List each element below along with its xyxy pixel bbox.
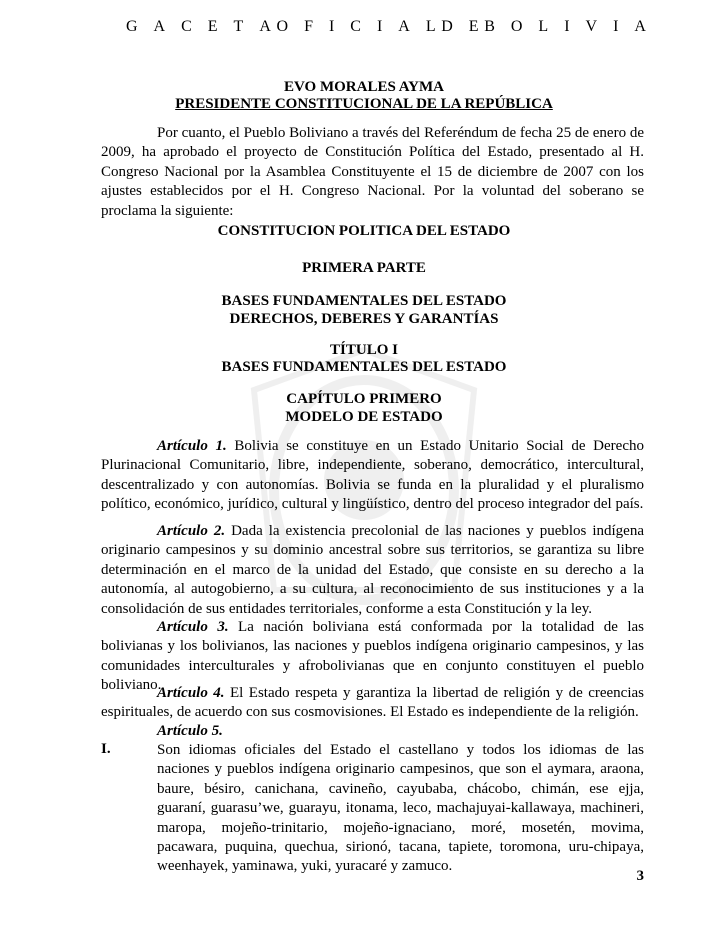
author-role: PRESIDENTE CONSTITUCIONAL DE LA REPÚBLICA bbox=[175, 96, 553, 112]
preamble-paragraph bbox=[101, 124, 644, 221]
header-bolivia: B O L I V I A bbox=[484, 18, 646, 35]
titulo-subheading: BASES FUNDAMENTALES DEL ESTADO bbox=[221, 359, 507, 375]
bases-title: BASES FUNDAMENTALES DEL ESTADO bbox=[221, 293, 507, 309]
constitution-title: CONSTITUCION POLITICA DEL ESTADO bbox=[217, 223, 511, 239]
article-5 bbox=[101, 722, 644, 741]
article-2-text: Dada la existencia precolonial de las naciones y pueblos indígena originario campesinos y su dominio ancestral sobre sus territorios, se garantiza su libre determinación en el marco de la unidad del Estado, que consiste en su derecho a la autonomía, al autogobierno, a su cultura, al reconocimiento de sus instituciones y a la consolidación de sus entidades territoriales, conforme a esta Constitución y la ley. bbox=[101, 523, 644, 617]
article-5-item-text: Son idiomas oficiales del Estado el castellano y todos los idiomas de las naciones y pueblos indígena originario campesinos, que son el aymara, araona, baure, bésiro, canichana, cavineño, cayubaba, chácobo, chimán, ese ejja, guaraní, guarasu’we, guarayu, itonama, leco, machajuyai-kallawaya, machineri, maropa, mojeño-trinitario, mojeño-ignaciano, moré, mosetén, movima, pacawara, puquina, quechua, sirionó, tacana, tapiete, toromona, uru-chipaya, weenhayek, yaminawa, yuki, yuracaré y zamuco. bbox=[157, 742, 644, 875]
rights-title: DERECHOS, DEBERES Y GARANTÍAS bbox=[229, 311, 499, 327]
article-2-label: Artículo 2. bbox=[157, 523, 226, 539]
header-oficial: O F I C I A L bbox=[276, 18, 436, 35]
article-4 bbox=[101, 684, 644, 723]
article-1-label: Artículo 1. bbox=[157, 438, 227, 454]
article-4-text: El Estado respeta y garantiza la libertad de religión y de creencias espirituales, de acuerdo con sus cosmovisiones. El Estado es independiente de la religión. bbox=[101, 685, 644, 721]
article-1 bbox=[101, 437, 644, 515]
gazette-header bbox=[126, 18, 646, 36]
preamble-text: Por cuanto, el Pueblo Boliviano a través del Referéndum de fecha 25 de enero de 2009, ha aprobado el proyecto de Constitución Política del Estado, presentado al H. Congreso Nacional por la Asamblea Constituyente el 15 de diciembre de 2007 con los ajustes establecidos por el H. Congreso Nacional. Por la voluntad del soberano se proclama la siguiente: bbox=[101, 125, 644, 219]
titulo-heading: TÍTULO I bbox=[330, 342, 398, 358]
article-5-label: Artículo 5. bbox=[157, 723, 223, 739]
author-name: EVO MORALES AYMA bbox=[284, 79, 444, 95]
chapter-heading: CAPÍTULO PRIMERO bbox=[286, 391, 442, 407]
header-de: D E bbox=[441, 18, 479, 35]
header-gaceta: G A C E T A bbox=[126, 18, 271, 35]
page-number: 3 bbox=[636, 868, 644, 884]
article-2 bbox=[101, 522, 644, 619]
article-5-item-label: I. bbox=[101, 741, 111, 757]
article-1-text: Bolivia se constituye en un Estado Unitario Social de Derecho Plurinacional Comunitario, libre, independiente, soberano, democrático, intercultural, descentralizado y con autonomías. Bolivia se funda en la pluralidad y el pluralismo político, económico, jurídico, cultural y lingüístico, dentro del proceso integrador del país. bbox=[101, 438, 644, 513]
part-title: PRIMERA PARTE bbox=[302, 260, 426, 276]
chapter-subheading: MODELO DE ESTADO bbox=[285, 409, 443, 425]
article-4-label: Artículo 4. bbox=[157, 685, 225, 701]
article-3-label: Artículo 3. bbox=[157, 619, 229, 635]
article-3-text: La nación boliviana está conformada por la totalidad de las bolivianas y los bolivianos, las naciones y pueblos indígena originario campesinos, y las comunidades interculturales y afrobolivianas que en conjunto constituyen el pueblo boliviano. bbox=[101, 619, 644, 694]
